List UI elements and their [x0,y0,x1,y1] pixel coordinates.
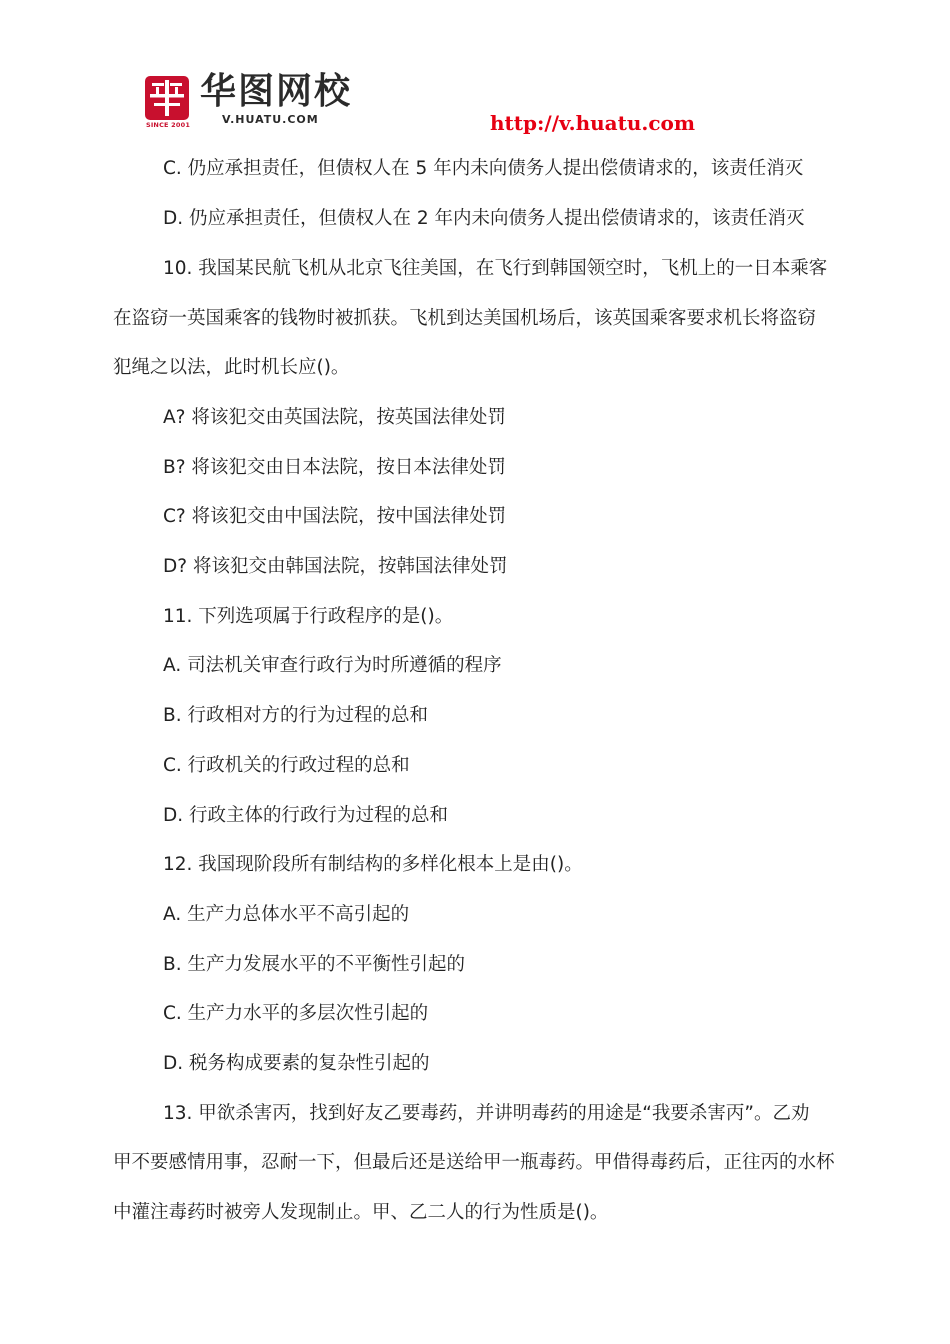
question-line: 甲不要感情用事，忍耐一下，但最后还是送给甲一瓶毒药。甲借得毒药后，正往丙的水杯 [113,1152,835,1173]
question-line: 12. 我国现阶段所有制结构的多样化根本上是由()。 [163,854,583,875]
option-line: B? 将该犯交由日本法院，按日本法律处罚 [163,457,506,478]
question-line: 11. 下列选项属于行政程序的是()。 [163,606,454,627]
option-line: A? 将该犯交由英国法院，按英国法律处罚 [163,407,506,428]
question-line: 犯绳之以法，此时机长应()。 [113,357,350,378]
question-line: 10. 我国某民航飞机从北京飞往美国，在飞行到韩国领空时，飞机上的一日本乘客 [163,258,828,279]
page-header [0,0,950,145]
option-line: D. 行政主体的行政行为过程的总和 [163,805,449,826]
option-line: B. 行政相对方的行为过程的总和 [163,705,428,726]
option-line: D. 税务构成要素的复杂性引起的 [163,1053,430,1074]
option-line: D. 仍应承担责任，但债权人在 2 年内未向债务人提出偿债请求的，该责任消灭 [163,208,805,229]
question-line: 中灌注毒药时被旁人发现制止。甲、乙二人的行为性质是()。 [113,1202,609,1223]
option-line: B. 生产力发展水平的不平衡性引起的 [163,954,465,975]
site-url-link[interactable]: http://v.huatu.com [490,111,696,135]
logo-text: 华图网校 [200,71,353,112]
option-line: C. 生产力水平的多层次性引起的 [163,1003,429,1024]
question-line: 在盗窃一英国乘客的钱物时被抓获。飞机到达美国机场后，该英国乘客要求机长将盗窃 [113,308,817,329]
option-line: A. 生产力总体水平不高引起的 [163,904,410,925]
logo-subtitle: V.HUATU.COM [222,113,319,126]
option-line: A. 司法机关审查行政行为时所遵循的程序 [163,655,502,676]
option-line: C. 行政机关的行政过程的总和 [163,755,410,776]
option-line: D? 将该犯交由韩国法院，按韩国法律处罚 [163,556,508,577]
option-line: C? 将该犯交由中国法院，按中国法律处罚 [163,506,507,527]
logo-since-text: SINCE 2001 [145,121,191,129]
question-line: 13. 甲欲杀害丙，找到好友乙要毒药，并讲明毒药的用途是“我要杀害丙”。乙劝 [163,1103,810,1124]
option-line: C. 仍应承担责任，但债权人在 5 年内未向债务人提出偿债请求的，该责任消灭 [163,158,804,179]
